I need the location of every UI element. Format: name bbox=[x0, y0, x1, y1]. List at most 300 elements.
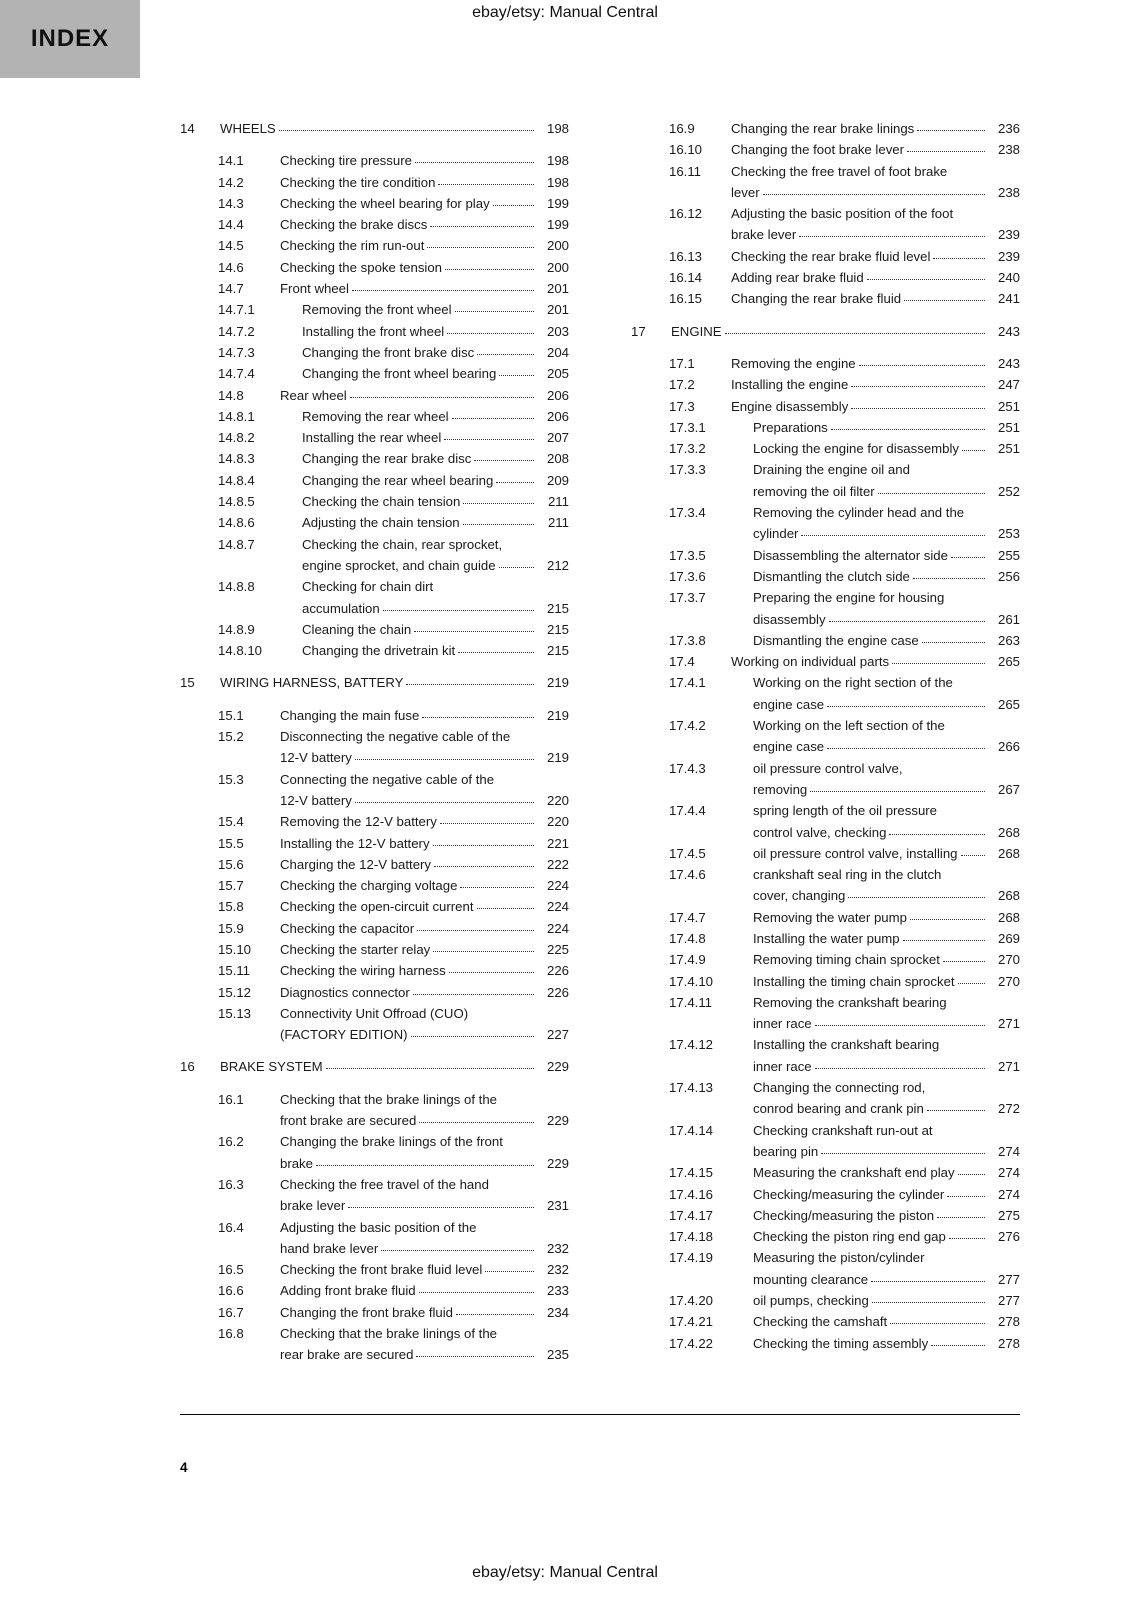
toc-entry-number: 15 bbox=[180, 675, 195, 691]
toc-entry[interactable] bbox=[631, 438, 1020, 459]
toc-leader-dots bbox=[445, 257, 534, 270]
toc-entry[interactable] bbox=[180, 1089, 569, 1132]
toc-entry[interactable] bbox=[180, 214, 569, 235]
toc-entry-number: 17.4.9 bbox=[669, 952, 706, 968]
toc-entry[interactable] bbox=[631, 161, 1020, 204]
toc-entry[interactable] bbox=[631, 587, 1020, 630]
page-number: 4 bbox=[180, 1460, 188, 1475]
toc-entry-title: Checking that the brake linings of the bbox=[280, 1091, 497, 1107]
toc-entry-title-wrap bbox=[280, 1089, 569, 1132]
toc-entry[interactable] bbox=[180, 1056, 569, 1077]
toc-entry-number: 17.4.22 bbox=[669, 1335, 713, 1351]
toc-entry-number: 17.4.8 bbox=[669, 930, 706, 946]
toc-entry[interactable] bbox=[631, 118, 1020, 139]
toc-entry[interactable] bbox=[180, 705, 569, 726]
toc-entry-tail bbox=[731, 224, 1020, 245]
toc-entry-number: 16.14 bbox=[669, 270, 703, 286]
toc-entry-title-cont: (FACTORY EDITION) bbox=[280, 1027, 408, 1043]
toc-entry-title-wrap bbox=[280, 1323, 569, 1366]
toc-entry-title-wrap bbox=[280, 385, 569, 406]
toc-entry-title: Charging the 12-V battery bbox=[280, 856, 432, 872]
toc-entry-title-wrap bbox=[280, 896, 569, 917]
toc-entry-page: 263 bbox=[997, 632, 1020, 648]
toc-leader-dots bbox=[872, 1290, 985, 1303]
toc-entry[interactable] bbox=[180, 385, 569, 406]
toc-entry-title: Checking the spoke tension bbox=[280, 259, 443, 275]
toc-entry[interactable] bbox=[631, 1311, 1020, 1332]
toc-entry[interactable] bbox=[180, 470, 569, 491]
toc-entry-title-cont: lever bbox=[731, 184, 760, 200]
toc-entry[interactable] bbox=[631, 267, 1020, 288]
toc-entry[interactable] bbox=[180, 257, 569, 278]
toc-entry[interactable] bbox=[180, 982, 569, 1003]
toc-leader-dots bbox=[871, 1269, 985, 1282]
toc-entry[interactable] bbox=[180, 235, 569, 256]
toc-leader-dots bbox=[496, 470, 534, 483]
toc-entry-tail bbox=[753, 523, 1020, 544]
toc-entry-tail bbox=[280, 1110, 569, 1131]
toc-entry-title: Checking the free travel of the hand bbox=[280, 1176, 489, 1192]
toc-entry[interactable] bbox=[631, 992, 1020, 1035]
toc-entry-title-wrap bbox=[753, 417, 1020, 438]
toc-entry[interactable] bbox=[180, 1174, 569, 1217]
toc-entry-page: 219 bbox=[546, 675, 569, 691]
toc-entry-title-wrap bbox=[280, 1131, 569, 1174]
toc-entry-title-wrap bbox=[731, 203, 1020, 246]
toc-entry[interactable] bbox=[631, 396, 1020, 417]
toc-leader-dots bbox=[851, 396, 985, 409]
toc-entry-number: 15.8 bbox=[218, 899, 244, 915]
toc-entry-title-wrap bbox=[280, 257, 569, 278]
toc-entry-number: 17.4.2 bbox=[669, 718, 706, 734]
toc-entry[interactable] bbox=[180, 193, 569, 214]
toc-entry-title-wrap bbox=[280, 982, 569, 1003]
toc-entry-title-wrap bbox=[302, 406, 569, 427]
toc-leader-dots bbox=[414, 619, 534, 632]
toc-entry-title-cont: brake lever bbox=[280, 1198, 346, 1214]
toc-leader-dots bbox=[455, 299, 534, 312]
toc-entry-title: Front wheel bbox=[280, 281, 349, 297]
toc-entry-title-wrap bbox=[302, 363, 569, 384]
toc-entry-number: 14.4 bbox=[218, 217, 244, 233]
toc-entry-tail bbox=[753, 1013, 1020, 1034]
toc-entry-title-wrap bbox=[753, 1311, 1020, 1332]
toc-entry[interactable] bbox=[180, 512, 569, 533]
toc-leader-dots bbox=[460, 875, 534, 888]
toc-entry[interactable] bbox=[180, 1259, 569, 1280]
toc-entry[interactable] bbox=[631, 374, 1020, 395]
toc-entry-title-wrap bbox=[753, 715, 1020, 758]
toc-entry-tail bbox=[753, 736, 1020, 757]
toc-entry-title-wrap bbox=[302, 342, 569, 363]
toc-entry-number: 14.2 bbox=[218, 174, 244, 190]
toc-entry-title: Checking the chain tension bbox=[302, 494, 461, 510]
toc-entry-title-wrap bbox=[753, 630, 1020, 651]
toc-entry-page: 226 bbox=[546, 984, 569, 1000]
toc-entry[interactable] bbox=[631, 1290, 1020, 1311]
toc-leader-dots bbox=[801, 523, 985, 536]
toc-entry-title: Adding front brake fluid bbox=[280, 1283, 416, 1299]
toc-leader-dots bbox=[449, 960, 534, 973]
toc-entry[interactable] bbox=[180, 448, 569, 469]
toc-entry-title-wrap bbox=[302, 512, 569, 533]
toc-entry-title: Preparations bbox=[753, 419, 828, 435]
toc-entry[interactable] bbox=[631, 417, 1020, 438]
toc-entry-title-cont: cylinder bbox=[753, 526, 799, 542]
toc-leader-dots bbox=[927, 1098, 985, 1111]
toc-entry[interactable] bbox=[631, 1247, 1020, 1290]
toc-entry-tail bbox=[753, 609, 1020, 630]
toc-entry-title: Checking crankshaft run-out at bbox=[753, 1122, 933, 1138]
toc-entry[interactable] bbox=[631, 1226, 1020, 1247]
toc-entry[interactable] bbox=[631, 1120, 1020, 1163]
toc-entry-tail bbox=[753, 1141, 1020, 1162]
toc-leader-dots bbox=[827, 736, 985, 749]
toc-entry-title-wrap bbox=[753, 1333, 1020, 1354]
toc-entry[interactable] bbox=[631, 949, 1020, 970]
toc-entry-title: Draining the engine oil and bbox=[753, 462, 910, 478]
toc-entry-page: 198 bbox=[546, 174, 569, 190]
watermark-top: ebay/etsy: Manual Central bbox=[472, 4, 658, 21]
toc-entry[interactable] bbox=[631, 353, 1020, 374]
toc-entry-page: 229 bbox=[546, 1113, 569, 1129]
toc-entry-title: Cleaning the chain bbox=[302, 621, 412, 637]
toc-entry-title-wrap bbox=[753, 928, 1020, 949]
toc-entry[interactable] bbox=[180, 491, 569, 512]
toc-entry[interactable] bbox=[180, 363, 569, 384]
toc-leader-dots bbox=[878, 481, 985, 494]
toc-entry-page: 267 bbox=[997, 781, 1020, 797]
toc-entry-tail bbox=[753, 1098, 1020, 1119]
toc-entry-number: 15.5 bbox=[218, 835, 244, 851]
toc-entry[interactable] bbox=[180, 960, 569, 981]
toc-entry[interactable] bbox=[180, 150, 569, 171]
toc-entry-title-cont: mounting clearance bbox=[753, 1271, 869, 1287]
toc-entry-title: BRAKE SYSTEM bbox=[220, 1059, 323, 1075]
toc-entry-page: 220 bbox=[546, 814, 569, 830]
toc-entry-title: Changing the rear brake linings bbox=[731, 121, 915, 136]
toc-entry-title-wrap bbox=[731, 246, 1020, 267]
toc-entry[interactable] bbox=[180, 1003, 569, 1046]
toc-entry-number: 17.4.3 bbox=[669, 760, 706, 776]
toc-entry-title-wrap bbox=[302, 640, 569, 661]
toc-entry-title-wrap bbox=[280, 235, 569, 256]
toc-entry-title: Adding rear brake fluid bbox=[731, 270, 864, 286]
toc-entry-title: Checking the starter relay bbox=[280, 941, 431, 957]
toc-entry-tail bbox=[753, 779, 1020, 800]
toc-entry[interactable] bbox=[631, 566, 1020, 587]
toc-entry[interactable] bbox=[180, 1302, 569, 1323]
toc-entry[interactable] bbox=[631, 843, 1020, 864]
toc-entry[interactable] bbox=[631, 715, 1020, 758]
toc-entry[interactable] bbox=[631, 672, 1020, 715]
toc-entry-tail bbox=[280, 1344, 569, 1365]
toc-entry-title: Dismantling the engine case bbox=[753, 632, 919, 648]
toc-entry[interactable] bbox=[180, 1217, 569, 1260]
toc-entry-title-cont: engine case bbox=[753, 739, 825, 755]
toc-entry-number: 16.3 bbox=[218, 1176, 244, 1192]
toc-entry[interactable] bbox=[631, 651, 1020, 672]
toc-entry-number: 17.4.6 bbox=[669, 867, 706, 883]
toc-entry-title-wrap bbox=[280, 278, 569, 299]
toc-entry-title: Adjusting the basic position of the bbox=[280, 1219, 477, 1235]
toc-entry[interactable] bbox=[631, 203, 1020, 246]
toc-leader-dots bbox=[962, 438, 985, 451]
toc-entry[interactable] bbox=[631, 907, 1020, 928]
toc-entry-title-wrap bbox=[753, 587, 1020, 630]
toc-entry-page: 252 bbox=[997, 483, 1020, 499]
toc-entry-page: 269 bbox=[997, 930, 1020, 946]
toc-entry-tail bbox=[280, 1024, 569, 1045]
toc-entry-title-wrap bbox=[731, 161, 1020, 204]
toc-entry-tail bbox=[731, 182, 1020, 203]
toc-entry-title: Working on the right section of the bbox=[753, 675, 953, 691]
toc-entry-title-cont: front brake are secured bbox=[280, 1113, 417, 1129]
toc-entry-title-wrap bbox=[280, 1280, 569, 1301]
toc-entry-title-wrap bbox=[280, 172, 569, 193]
toc-entry-page: 222 bbox=[546, 856, 569, 872]
toc-entry[interactable] bbox=[180, 619, 569, 640]
toc-leader-dots bbox=[326, 1056, 534, 1069]
toc-entry[interactable] bbox=[180, 896, 569, 917]
toc-entry-number: 17.4.4 bbox=[669, 803, 706, 819]
toc-entry[interactable] bbox=[631, 1333, 1020, 1354]
toc-entry[interactable] bbox=[631, 758, 1020, 801]
toc-entry[interactable] bbox=[631, 630, 1020, 651]
toc-entry-number: 17.4.16 bbox=[669, 1186, 713, 1202]
toc-leader-dots bbox=[419, 1110, 534, 1123]
toc-entry-title-cont: inner race bbox=[753, 1058, 812, 1074]
toc-entry-title-wrap bbox=[753, 1247, 1020, 1290]
toc-entry[interactable] bbox=[180, 875, 569, 896]
toc-entry[interactable] bbox=[180, 118, 569, 139]
toc-entry-title-cont: rear brake are secured bbox=[280, 1347, 414, 1363]
toc-entry-title-wrap bbox=[753, 1034, 1020, 1077]
toc-entry-number: 16.6 bbox=[218, 1283, 244, 1299]
toc-entry-page: 205 bbox=[546, 366, 569, 382]
toc-entry[interactable] bbox=[180, 172, 569, 193]
toc-entry-number: 17.4.12 bbox=[669, 1037, 713, 1053]
toc-entry-number: 15.7 bbox=[218, 878, 244, 894]
toc-entry-title: Changing the rear brake disc bbox=[302, 451, 472, 467]
toc-entry[interactable] bbox=[631, 139, 1020, 160]
toc-leader-dots bbox=[831, 417, 985, 430]
toc-entry-title: Locking the engine for disassembly bbox=[753, 441, 959, 457]
toc-entry[interactable] bbox=[180, 833, 569, 854]
toc-leader-dots bbox=[907, 139, 985, 152]
toc-entry[interactable] bbox=[631, 1184, 1020, 1205]
toc-leader-dots bbox=[827, 694, 985, 707]
toc-entry-number: 15.1 bbox=[218, 707, 244, 723]
toc-entry-page: 277 bbox=[997, 1293, 1020, 1309]
toc-entry-title: Checking the charging voltage bbox=[280, 878, 458, 894]
toc-leader-dots bbox=[316, 1153, 534, 1166]
toc-entry-title: Checking the wheel bearing for play bbox=[280, 195, 490, 211]
toc-entry[interactable] bbox=[631, 502, 1020, 545]
toc-entry-number: 17.3.1 bbox=[669, 419, 706, 435]
toc-entry-page: 225 bbox=[546, 941, 569, 957]
toc-leader-dots bbox=[477, 342, 534, 355]
toc-entry-page: 247 bbox=[997, 377, 1020, 393]
toc-entry-title: Changing the foot brake lever bbox=[731, 142, 905, 158]
toc-entry-number: 14.6 bbox=[218, 259, 244, 275]
toc-entry[interactable] bbox=[180, 342, 569, 363]
toc-entry-title-wrap bbox=[731, 396, 1020, 417]
toc-entry[interactable] bbox=[180, 278, 569, 299]
toc-entry[interactable] bbox=[631, 1205, 1020, 1226]
toc-entry-number: 15.6 bbox=[218, 856, 244, 872]
toc-entry[interactable] bbox=[180, 939, 569, 960]
toc-entry[interactable] bbox=[631, 800, 1020, 843]
toc-entry-page: 268 bbox=[997, 824, 1020, 840]
toc-entry-number: 17.4.1 bbox=[669, 675, 706, 691]
toc-entry[interactable] bbox=[180, 299, 569, 320]
toc-entry-tail bbox=[753, 1269, 1020, 1290]
toc-entry-title-wrap bbox=[753, 1205, 1020, 1226]
toc-entry-number: 14.8.4 bbox=[218, 472, 255, 488]
toc-entry-number: 14.7.1 bbox=[218, 302, 255, 318]
toc-entry-title: Removing the front wheel bbox=[302, 302, 452, 318]
toc-entry-title-wrap bbox=[731, 267, 1020, 288]
toc-entry[interactable] bbox=[631, 288, 1020, 309]
toc-entry-title-cont: bearing pin bbox=[753, 1143, 819, 1159]
toc-entry-title-wrap bbox=[753, 949, 1020, 970]
toc-entry[interactable] bbox=[180, 726, 569, 769]
toc-entry-title-wrap bbox=[280, 833, 569, 854]
toc-entry[interactable] bbox=[180, 854, 569, 875]
toc-entry-page: 251 bbox=[997, 398, 1020, 414]
toc-entry-number: 17.3.3 bbox=[669, 462, 706, 478]
toc-entry-page: 227 bbox=[546, 1027, 569, 1043]
toc-entry-page: 212 bbox=[546, 557, 569, 573]
toc-entry-title-cont: inner race bbox=[753, 1016, 812, 1032]
toc-entry-number: 17.4.19 bbox=[669, 1250, 713, 1266]
toc-entry-page: 265 bbox=[997, 696, 1020, 712]
toc-entry[interactable] bbox=[180, 918, 569, 939]
toc-entry[interactable] bbox=[631, 1162, 1020, 1183]
toc-entry-number: 17.3.2 bbox=[669, 441, 706, 457]
toc-entry-tail bbox=[753, 481, 1020, 502]
toc-entry-number: 15.4 bbox=[218, 814, 244, 830]
toc-entry-page: 198 bbox=[546, 121, 569, 136]
toc-entry-page: 251 bbox=[997, 441, 1020, 457]
toc-entry[interactable] bbox=[631, 1077, 1020, 1120]
toc-entry-title-wrap bbox=[280, 214, 569, 235]
toc-entry[interactable] bbox=[631, 459, 1020, 502]
toc-entry-page: 278 bbox=[997, 1314, 1020, 1330]
toc-entry[interactable] bbox=[631, 246, 1020, 267]
toc-entry[interactable] bbox=[631, 928, 1020, 949]
toc-entry-title-wrap bbox=[753, 1120, 1020, 1163]
toc-entry-number: 14.8.10 bbox=[218, 643, 262, 659]
toc-entry[interactable] bbox=[180, 811, 569, 832]
toc-entry[interactable] bbox=[180, 672, 569, 693]
toc-entry[interactable] bbox=[631, 864, 1020, 907]
toc-entry-number: 17.4.13 bbox=[669, 1080, 713, 1096]
toc-entry[interactable] bbox=[180, 1323, 569, 1366]
toc-leader-dots bbox=[350, 385, 534, 398]
toc-entry[interactable] bbox=[180, 321, 569, 342]
toc-entry-title-wrap bbox=[280, 1217, 569, 1260]
toc-entry-page: 239 bbox=[997, 248, 1020, 264]
toc-leader-dots bbox=[474, 448, 534, 461]
toc-leader-dots bbox=[903, 928, 985, 941]
toc-entry-tail bbox=[280, 790, 569, 811]
toc-entry[interactable] bbox=[631, 1034, 1020, 1077]
toc-entry-number: 14.8.3 bbox=[218, 451, 255, 467]
toc-entry-page: 200 bbox=[546, 238, 569, 254]
toc-entry-number: 17.3.4 bbox=[669, 505, 706, 521]
toc-leader-dots bbox=[890, 1311, 985, 1324]
toc-entry-title-wrap bbox=[302, 491, 569, 512]
toc-leader-dots bbox=[419, 1280, 534, 1293]
toc-entry-page: 265 bbox=[997, 654, 1020, 670]
toc-entry[interactable] bbox=[180, 576, 569, 619]
toc-entry-title: Installing the front wheel bbox=[302, 323, 445, 339]
toc-entry-number: 14.8.1 bbox=[218, 408, 255, 424]
toc-entry[interactable] bbox=[180, 427, 569, 448]
toc-leader-dots bbox=[348, 1195, 534, 1208]
toc-entry-title: Checking the chain, rear sprocket, bbox=[302, 536, 503, 552]
toc-entry[interactable] bbox=[180, 406, 569, 427]
toc-entry-page: 224 bbox=[546, 899, 569, 915]
toc-entry-title-wrap bbox=[280, 939, 569, 960]
toc-entry[interactable] bbox=[180, 534, 569, 577]
toc-entry-title: Checking the rim run-out bbox=[280, 238, 425, 254]
toc-entry-page: 198 bbox=[546, 153, 569, 169]
toc-entry-title-wrap bbox=[302, 427, 569, 448]
toc-leader-dots bbox=[913, 566, 985, 579]
toc-entry-page: 206 bbox=[546, 408, 569, 424]
toc-leader-dots bbox=[815, 1056, 985, 1069]
toc-entry-title: Checking the front brake fluid level bbox=[280, 1262, 483, 1278]
toc-entry-page: 211 bbox=[547, 515, 569, 531]
toc-entry-page: 221 bbox=[546, 835, 569, 851]
toc-entry-title: Rear wheel bbox=[280, 387, 347, 403]
toc-entry[interactable] bbox=[180, 1131, 569, 1174]
toc-entry-number: 16.10 bbox=[669, 142, 703, 158]
toc-entry[interactable] bbox=[180, 1280, 569, 1301]
toc-entry-number: 15.10 bbox=[218, 941, 252, 957]
toc-entry[interactable] bbox=[631, 321, 1020, 342]
toc-entry-title-cont: conrod bearing and crank pin bbox=[753, 1101, 924, 1117]
toc-entry-number: 16.2 bbox=[218, 1134, 244, 1150]
toc-entry-title: WIRING HARNESS, BATTERY bbox=[220, 675, 404, 691]
toc-entry-number: 17.3.7 bbox=[669, 590, 706, 606]
toc-entry-page: 204 bbox=[546, 344, 569, 360]
toc-entry-title: Checking tire pressure bbox=[280, 153, 412, 169]
toc-entry[interactable] bbox=[631, 971, 1020, 992]
toc-leader-dots bbox=[430, 214, 534, 227]
toc-entry[interactable] bbox=[180, 640, 569, 661]
toc-entry-page: 271 bbox=[997, 1016, 1020, 1032]
toc-entry-title-wrap bbox=[753, 1290, 1020, 1311]
toc-entry-page: 232 bbox=[546, 1240, 569, 1256]
toc-leader-dots bbox=[485, 1259, 534, 1272]
toc-entry-page: 215 bbox=[546, 621, 569, 637]
toc-entry-title: crankshaft seal ring in the clutch bbox=[753, 867, 942, 883]
toc-entry-title-cont: 12-V battery bbox=[280, 750, 352, 766]
toc-entry-tail bbox=[753, 885, 1020, 906]
toc-entry-number: 17.4.5 bbox=[669, 845, 706, 861]
toc-entry[interactable] bbox=[180, 769, 569, 812]
toc-entry-title: Preparing the engine for housing bbox=[753, 590, 945, 606]
toc-entry-page: 266 bbox=[997, 739, 1020, 755]
toc-entry-title: Checking the open-circuit current bbox=[280, 899, 474, 915]
toc-entry[interactable] bbox=[631, 545, 1020, 566]
toc-entry-page: 270 bbox=[997, 952, 1020, 968]
toc-entry-page: 220 bbox=[546, 792, 569, 808]
